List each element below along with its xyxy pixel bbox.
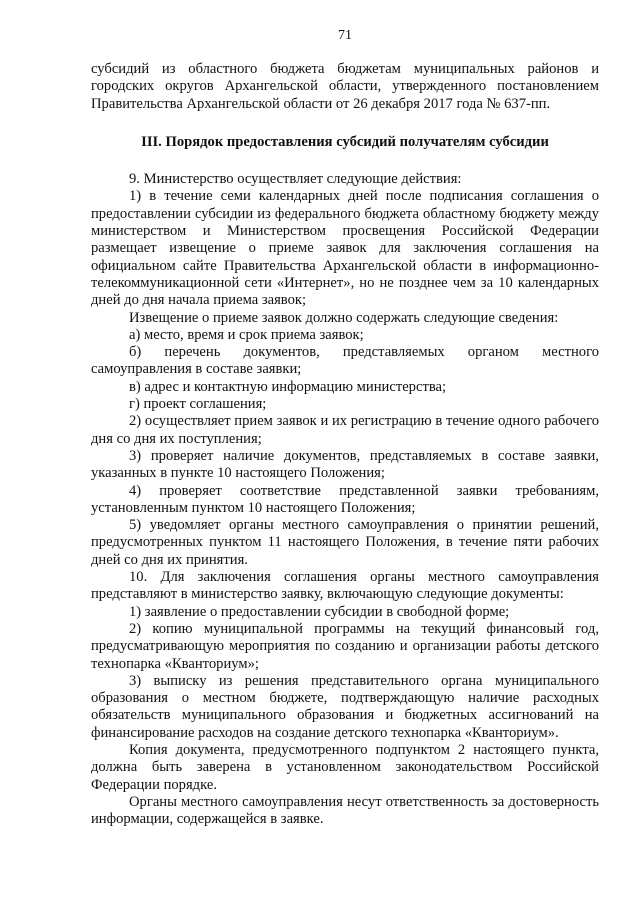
paragraph-item-b: б) перечень документов, представляемых органом местного самоуправления в составе заявки; xyxy=(91,344,599,378)
page-number: 71 xyxy=(338,28,352,43)
paragraph-item-9-3: 3) проверяет наличие документов, представляемых в составе заявки, указанных в пункте 10 настоящего Положения; xyxy=(91,447,599,482)
paragraph-item-9-2: 2) осуществляет прием заявок и их регистрацию в течение одного рабочего дня со дня их поступления; xyxy=(91,413,599,447)
paragraph-item-v: в) адрес и контактную информацию министерства; xyxy=(129,378,447,395)
paragraph-item-9: 9. Министерство осуществляет следующие действия: xyxy=(129,171,462,188)
paragraph-item-10: 10. Для заключения соглашения органы местного самоуправления представляют в министерство заявку, включающую следующие документы: xyxy=(91,569,599,603)
paragraph-item-9-4: 4) проверяет соответствие представленной заявки требованиям, установленным пунктом 10 настоящего Положения; xyxy=(91,482,599,516)
paragraph-notice-contents: Извещение о приеме заявок должно содержать следующие сведения: xyxy=(129,309,559,326)
paragraph-copy-certification: Копия документа, предусмотренного подпунктом 2 настоящего пункта, должна быть заверена в установленном законодательством Российской Федерации порядке. xyxy=(91,741,599,793)
paragraph-item-10-3: 3) выписку из решения представительного органа муниципального образования о местном бюджете, подтверждающую наличие расходных обязательств муниципального образования и бюджетных ассигнований на финансирование расходов на создание детского технопарка «Кванториум». xyxy=(91,672,599,741)
paragraph-item-10-1: 1) заявление о предоставлении субсидии в свободной форме; xyxy=(129,603,510,620)
paragraph-item-g: г) проект соглашения; xyxy=(129,396,267,413)
paragraph-item-9-5: 5) уведомляет органы местного самоуправления о принятии решений, предусмотренных пунктом 11 настоящего Положения, в течение пяти рабочих дней со дня их принятия. xyxy=(91,517,599,568)
paragraph-item-10-2: 2) копию муниципальной программы на текущий финансовый год, предусматривающую мероприятия по созданию и организации работы детского технопарка «Кванториум»; xyxy=(91,620,599,672)
paragraph-item-a: а) место, время и срок приема заявок; xyxy=(129,326,364,343)
section-heading: III. Порядок предоставления субсидий получателям субсидии xyxy=(141,133,549,150)
paragraph-item-9-1: 1) в течение семи календарных дней после подписания соглашения о предоставлении субсидии из федерального бюджета областному бюджету между министерством и Министерством просвещения Российской Федерации размещает извещение о приеме заявок для заключения соглашения на официальном сайте Правительства Архангельской области в информационно-телекоммуникационной сети «Интернет», но не позднее чем за 10 календарных дней до дня начала приема заявок; xyxy=(91,188,599,309)
paragraph-responsibility: Органы местного самоуправления несут ответственность за достоверность информации, содержащейся в заявке. xyxy=(91,793,599,828)
document-body xyxy=(91,61,599,828)
intro-paragraph: субсидий из областного бюджета бюджетам муниципальных районов и городских округов Архангельской области, утвержденного постановлением Правительства Архангельской области от 26 декабря 2017 года № 637-пп. xyxy=(91,61,599,112)
document-page xyxy=(91,0,599,905)
